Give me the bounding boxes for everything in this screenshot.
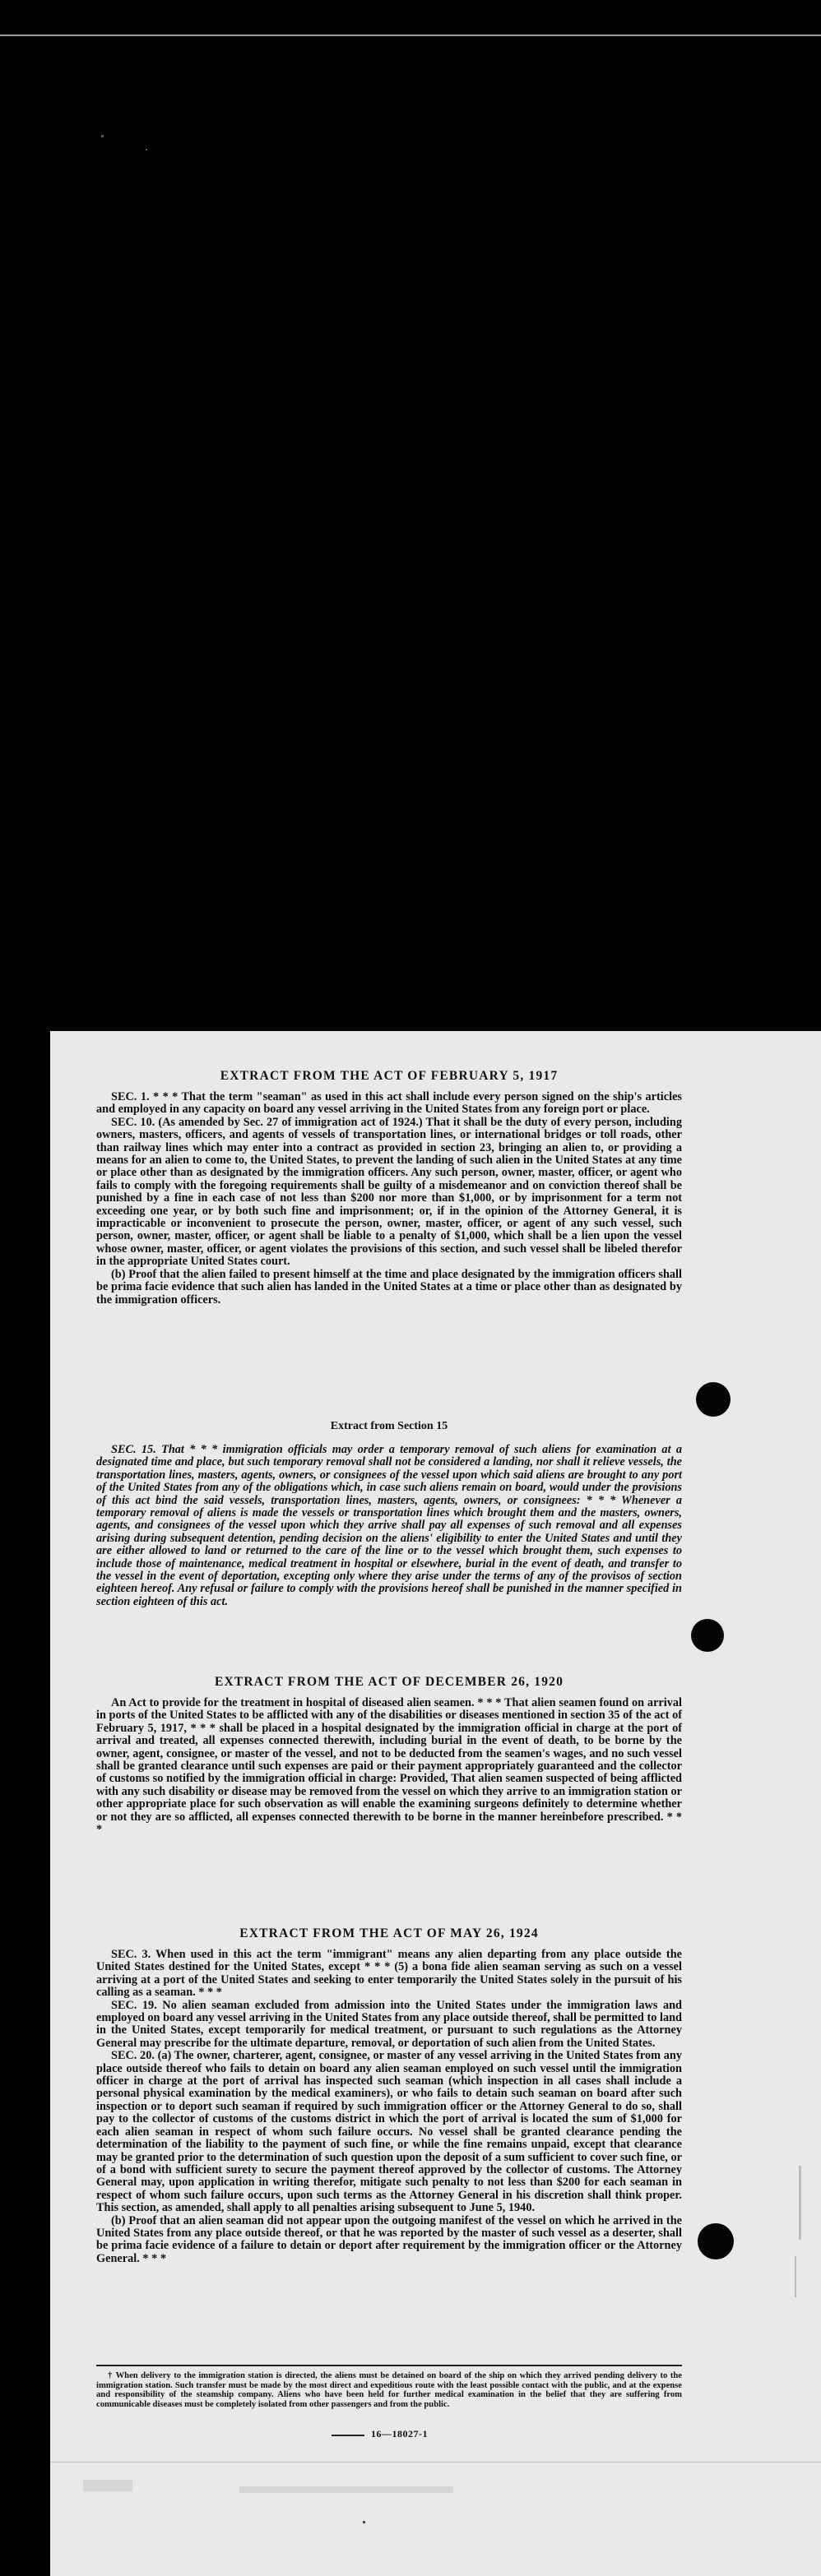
paragraph-sec-20-a: SEC. 20. (a) The owner, charterer, agent, consignee, or master of any vessel arriving in the United States from any place outside thereof who fails to detain on board any alien seaman employed on such vessel until the immigration officer in charge at the port of arrival has inspected such seaman (which inspection in all cases shall include a personal physical examination by the medical examiners), or who fails to detain such seaman on board after such inspection or to deport such seaman if required by such immigration officer or the Attorney General to do so, shall pay to the collector of customs of the customs district in which the port of arrival is located the sum of $1,000 for each alien seaman in respect of whom such failure occurs. No vessel shall be granted clearance pending the determination of the liability to the payment of such fine, or while the fine remains unpaid, except that clearance may be granted prior to the determination of such question upon the deposit of a sum sufficient to cover such fine, or of a bond with sufficient surety to secure the payment thereof approved by the collector of customs. The Attorney General may, upon application in writing therefor, mitigate such penalty to not less than $200 for each seaman in respect of whom such failure occurs, upon such terms as the Attorney General in his discretion shall think proper. This section, as amended, shall apply to all penalties arising subsequent to June 5, 1940. xyxy=(96,2049,682,2215)
page-edge-mark xyxy=(83,2480,132,2491)
page-edge-mark xyxy=(799,2166,801,2240)
form-number-rule xyxy=(332,2435,364,2436)
form-number: 16—18027-1 xyxy=(371,2428,428,2440)
binder-hole xyxy=(698,2223,734,2259)
binder-hole xyxy=(696,1382,731,1417)
binder-hole xyxy=(691,1619,724,1652)
heading-act-1920: EXTRACT FROM THE ACT OF DECEMBER 26, 1920 xyxy=(214,1675,564,1689)
document-page xyxy=(50,1031,821,2576)
paragraph-sec-10-b: (b) Proof that the alien failed to present himself at the time and place designated by the immigration officers shall be prima facie evidence that such alien has landed in the United States at a time or place other than as designated by the immigration officers. xyxy=(96,1267,682,1306)
page-edge-mark xyxy=(50,2462,821,2463)
paragraph-sec-1: SEC. 1. * * * That the term "seaman" as used in this act shall include every person signed on the ship's articles and employed in any capacity on board any vessel arriving in the United States from any foreign port or place. xyxy=(96,1090,682,1117)
section-act-1920 xyxy=(96,1697,682,1836)
scan-speck xyxy=(101,135,104,137)
paragraph-sec-19: SEC. 19. No alien seaman excluded from admission into the United States under the immigration laws and employed on board any vessel arriving in the United States from any place outside thereof, shall be permitted to land in the United States, except temporarily for medical treatment, or pursuant to such regulations as the Attorney General may prescribe for the ultimate departure, removal, or deportation of such alien from the United States. xyxy=(96,1998,682,2050)
top-scan-line xyxy=(0,35,821,36)
section-act-1917 xyxy=(96,1091,682,1306)
scan-speck xyxy=(146,149,147,150)
paragraph-act-1920: An Act to provide for the treatment in hospital of diseased alien seamen. * * * That alien seamen found on arrival in ports of the United States to be afflicted with any of the disabilities or diseases mentioned in section 35 of the act of February 5, 1917, * * * shall be placed in a hospital designated by the immigration official in charge at the port of arrival and treated, all expenses connected therewith, including burial in the event of death, to be borne by the owner, agent, consignee, or master of the vessel, and not to be deducted from the seamen's wages, and no such vessel shall be granted clearance until such expenses are paid or their payment appropriately guaranteed and the collector of customs so notified by the immigration official in charge: Provided, That alien seamen suspected of being afflicted with any such disability or disease may be removed from the vessel on which they arrive to an immigration station or other appropriate place for such observation as will enable the examining surgeons definitely to determine whether or not they are so afflicted, all expenses connected therewith to be borne in the manner hereinbefore prescribed. * * * xyxy=(96,1696,682,1837)
paragraph-sec-3: SEC. 3. When used in this act the term "immigrant" means any alien departing from any place outside the United States destined for the United States, except * * * (5) a bona fide alien seaman serving as such on a vessel arriving at a port of the United States and seeking to enter temporarily the United States solely in the pursuit of his calling as a seaman. * * * xyxy=(96,1948,682,2000)
page-edge-mark xyxy=(239,2486,453,2493)
footnote-text: † When delivery to the immigration station is directed, the aliens must be detained on board of the ship on which they arrived pending delivery to the immigration station. Such transfer must be made by the most direct and expeditious route with the least possible contact with the public, and at the expense and responsibility of the steamship company. Aliens who have been held for further medical examination in the belief that they are suffering from communicable diseases must be completely isolated from other passengers and from the public. xyxy=(96,2371,682,2409)
heading-section-15: Extract from Section 15 xyxy=(330,1420,448,1432)
paragraph-sec-20-b: (b) Proof that an alien seaman did not appear upon the outgoing manifest of the vessel on which he arrived in the United States from any place outside thereof, or that he was reported by the master of such vessel as a deserter, shall be prima facie evidence of a failure to detain or deport after requirement by the immigration officer or the Attorney General. * * * xyxy=(96,2213,682,2265)
footnote-divider xyxy=(96,2365,682,2366)
section-15 xyxy=(96,1444,682,1608)
footnote xyxy=(96,2371,682,2409)
paragraph-sec-15: SEC. 15. That * * * immigration officials may order a temporary removal of such aliens for examination at a designated time and place, but such temporary removal shall not be considered a landing, nor shall it relieve vessels, the transportation lines, masters, agents, owners, or consignees of the vessel upon which said aliens are brought to any port of the United States from any of the obligations which, in case such aliens remain on board, would under the provisions of this act bind the said vessels, transportation lines, masters, agents, owners, or consignees: * * * Whenever a temporary removal of aliens is made the vessels or transportation lines which brought them and the masters, owners, agents, and consignees of the vessel upon which they arrive shall pay all expenses of such removal and all expenses arising during subsequent detention, pending decision on the aliens' eligibility to enter the United States and until they are either allowed to land or returned to the care of the line or to the vessel which brought them, such expenses to include those of maintenance, medical treatment in hospital or elsewhere, burial in the event of death, and transfer to the vessel in the event of deportation, excepting only where they arise under the terms of any of the provisos of section eighteen hereof. Any refusal or failure to comply with the provisions hereof shall be punished in the manner specified in section eighteen of this act. xyxy=(96,1443,682,1608)
page-edge-mark xyxy=(363,2521,365,2523)
page-edge-mark xyxy=(795,2256,796,2297)
heading-act-1924: EXTRACT FROM THE ACT OF MAY 26, 1924 xyxy=(239,1926,539,1940)
paragraph-sec-10: SEC. 10. (As amended by Sec. 27 of immigration act of 1924.) That it shall be the duty of every person, including owners, masters, officers, and agents of vessels of transportation lines, or international bridges or toll roads, other than railway lines which may enter into a contract as provided in section 23, bringing an alien to, or providing a means for an alien to come to, the United States, to prevent the landing of such alien in the United States at any time or place other than as designated by the immigration officers. Any such person, owner, master, officer, or agent who fails to comply with the foregoing requirements shall be guilty of a misdemeanor and on conviction thereof shall be punished by a fine in each case of not less than $200 nor more than $1,000, or by imprisonment for a term not exceeding one year, or by both such fine and imprisonment; or, if in the opinion of the Attorney General, it is impracticable or inconvenient to prosecute the person, owner, master, officer, or agent of any such vessel, such person, owner, master, officer, or agent shall be liable to a penalty of $1,000, which shall be a lien upon the vessel whose owner, master, officer, or agent violates the provisions of this section, and such vessel shall be libeled therefor in the appropriate United States court. xyxy=(96,1115,682,1269)
heading-act-1917: EXTRACT FROM THE ACT OF FEBRUARY 5, 1917 xyxy=(220,1069,559,1083)
section-act-1924 xyxy=(96,1949,682,2265)
